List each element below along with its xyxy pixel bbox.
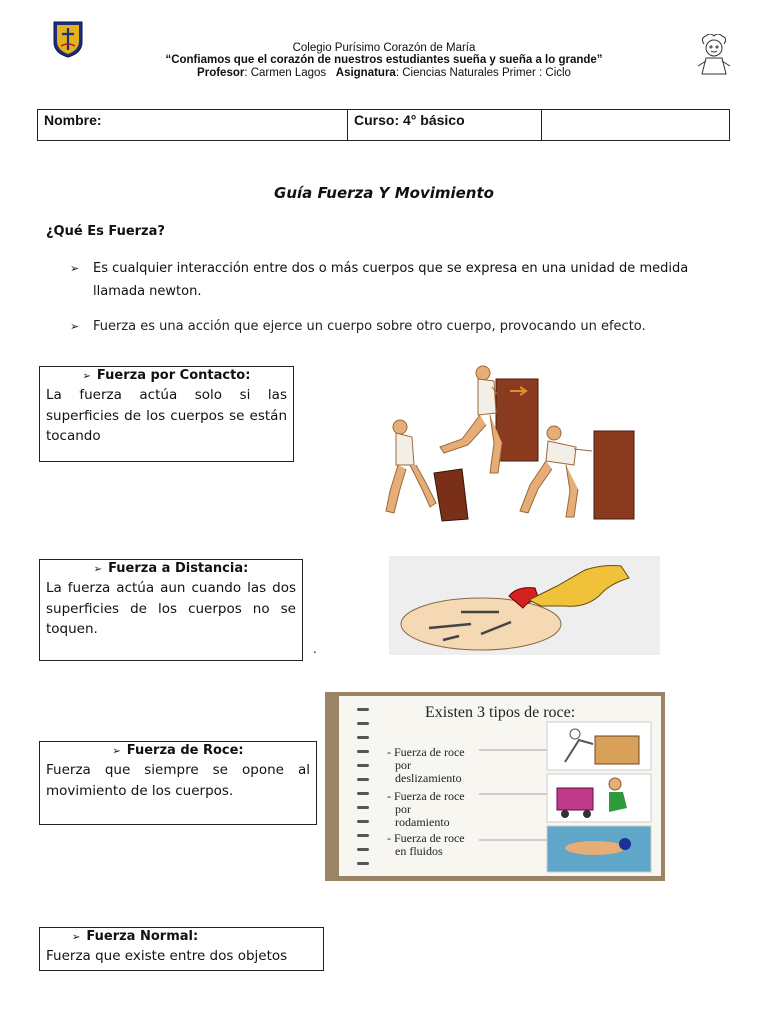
subject-name: : Ciencias Naturales Primer : Ciclo bbox=[395, 67, 571, 79]
magnet-illustration bbox=[389, 556, 660, 655]
item-line: - Fuerza de roce bbox=[387, 789, 465, 803]
name-field[interactable]: Nombre: bbox=[38, 110, 348, 140]
ring-icon bbox=[357, 806, 369, 809]
subject-label: Asignatura bbox=[335, 67, 396, 79]
item-line: en fluidos bbox=[395, 844, 443, 858]
ring-icon bbox=[357, 736, 369, 739]
child-doodle-icon bbox=[692, 34, 736, 78]
teacher-name: : Carmen Lagos bbox=[244, 67, 327, 79]
ring-icon bbox=[357, 848, 369, 851]
ring-icon bbox=[357, 820, 369, 823]
blank-field[interactable] bbox=[542, 110, 729, 140]
arrow-bullet-icon: ➢ bbox=[72, 932, 81, 943]
friction-type-fluid bbox=[387, 832, 465, 858]
box-text: La fuerza actúa aun cuando las dos superficies de los cuerpos no se toquen. bbox=[46, 580, 296, 637]
contact-force-illustration bbox=[370, 361, 660, 531]
notebook-page bbox=[339, 696, 661, 876]
definition-bullet-1 bbox=[70, 257, 710, 303]
teacher-label: Profesor bbox=[197, 67, 245, 79]
box-title: Fuerza Normal: bbox=[86, 929, 199, 944]
item-line: por bbox=[395, 758, 411, 772]
box-title: Fuerza por Contacto: bbox=[96, 368, 251, 383]
box-text: Fuerza que siempre se opone al movimiento de los cuerpos. bbox=[46, 762, 310, 799]
ring-icon bbox=[357, 722, 369, 725]
item-line: - Fuerza de roce bbox=[387, 745, 465, 759]
arrow-bullet-icon: ➢ bbox=[112, 746, 121, 757]
arrow-bullet-icon: ➢ bbox=[93, 564, 103, 575]
school-motto: “Confiamos que el corazón de nuestros estudiantes sueña y sueña a lo grande” bbox=[165, 54, 603, 66]
distance-force-box bbox=[39, 559, 303, 661]
stray-dot: . bbox=[313, 642, 317, 656]
box-text: La fuerza actúa solo si las superficies de los cuerpos se están tocando bbox=[46, 387, 287, 444]
ring-icon bbox=[357, 778, 369, 781]
ring-icon bbox=[357, 862, 369, 865]
item-line: rodamiento bbox=[395, 815, 450, 829]
box-text: Fuerza que existe entre dos objetos bbox=[46, 948, 288, 964]
box-heading bbox=[40, 367, 293, 385]
friction-types-card bbox=[325, 692, 665, 881]
student-info-table bbox=[37, 109, 730, 141]
friction-type-rolling bbox=[387, 790, 465, 829]
normal-force-box bbox=[39, 927, 324, 971]
box-title: Fuerza de Roce: bbox=[126, 743, 244, 758]
bullet-text: Es cualquier interacción entre dos o más cuerpos que se expresa en una unidad de medida llamada newton. bbox=[93, 261, 689, 299]
item-line: - Fuerza de roce bbox=[387, 831, 465, 845]
ring-icon bbox=[357, 792, 369, 795]
page-title: Guía Fuerza Y Movimiento bbox=[274, 184, 494, 202]
box-heading bbox=[40, 928, 323, 946]
box-heading bbox=[40, 742, 316, 760]
card-heading: Existen 3 tipos de roce: bbox=[425, 704, 576, 721]
friction-force-box bbox=[39, 741, 317, 825]
box-title: Fuerza a Distancia: bbox=[108, 561, 249, 576]
bullet-text: Fuerza es una acción que ejerce un cuerpo sobre otro cuerpo, provocando un efecto. bbox=[93, 319, 646, 334]
ring-icon bbox=[357, 750, 369, 753]
ring-icon bbox=[357, 708, 369, 711]
arrow-bullet-icon: ➢ bbox=[82, 371, 91, 382]
arrow-bullet-icon: ➢ bbox=[70, 262, 80, 275]
friction-illustrations bbox=[545, 718, 655, 874]
item-line: por bbox=[395, 802, 411, 816]
teacher-subject-line bbox=[0, 67, 768, 79]
friction-type-sliding bbox=[387, 746, 465, 785]
section-question: ¿Qué Es Fuerza? bbox=[46, 224, 165, 239]
ring-icon bbox=[357, 834, 369, 837]
item-line: deslizamiento bbox=[395, 771, 462, 785]
school-name: Colegio Purísimo Corazón de María bbox=[292, 42, 476, 54]
contact-force-box bbox=[39, 366, 294, 462]
ring-icon bbox=[357, 764, 369, 767]
arrow-bullet-icon: ➢ bbox=[70, 320, 80, 333]
box-heading bbox=[40, 560, 302, 578]
definition-bullet-2 bbox=[70, 315, 730, 338]
course-field: Curso: 4° básico bbox=[348, 110, 542, 140]
